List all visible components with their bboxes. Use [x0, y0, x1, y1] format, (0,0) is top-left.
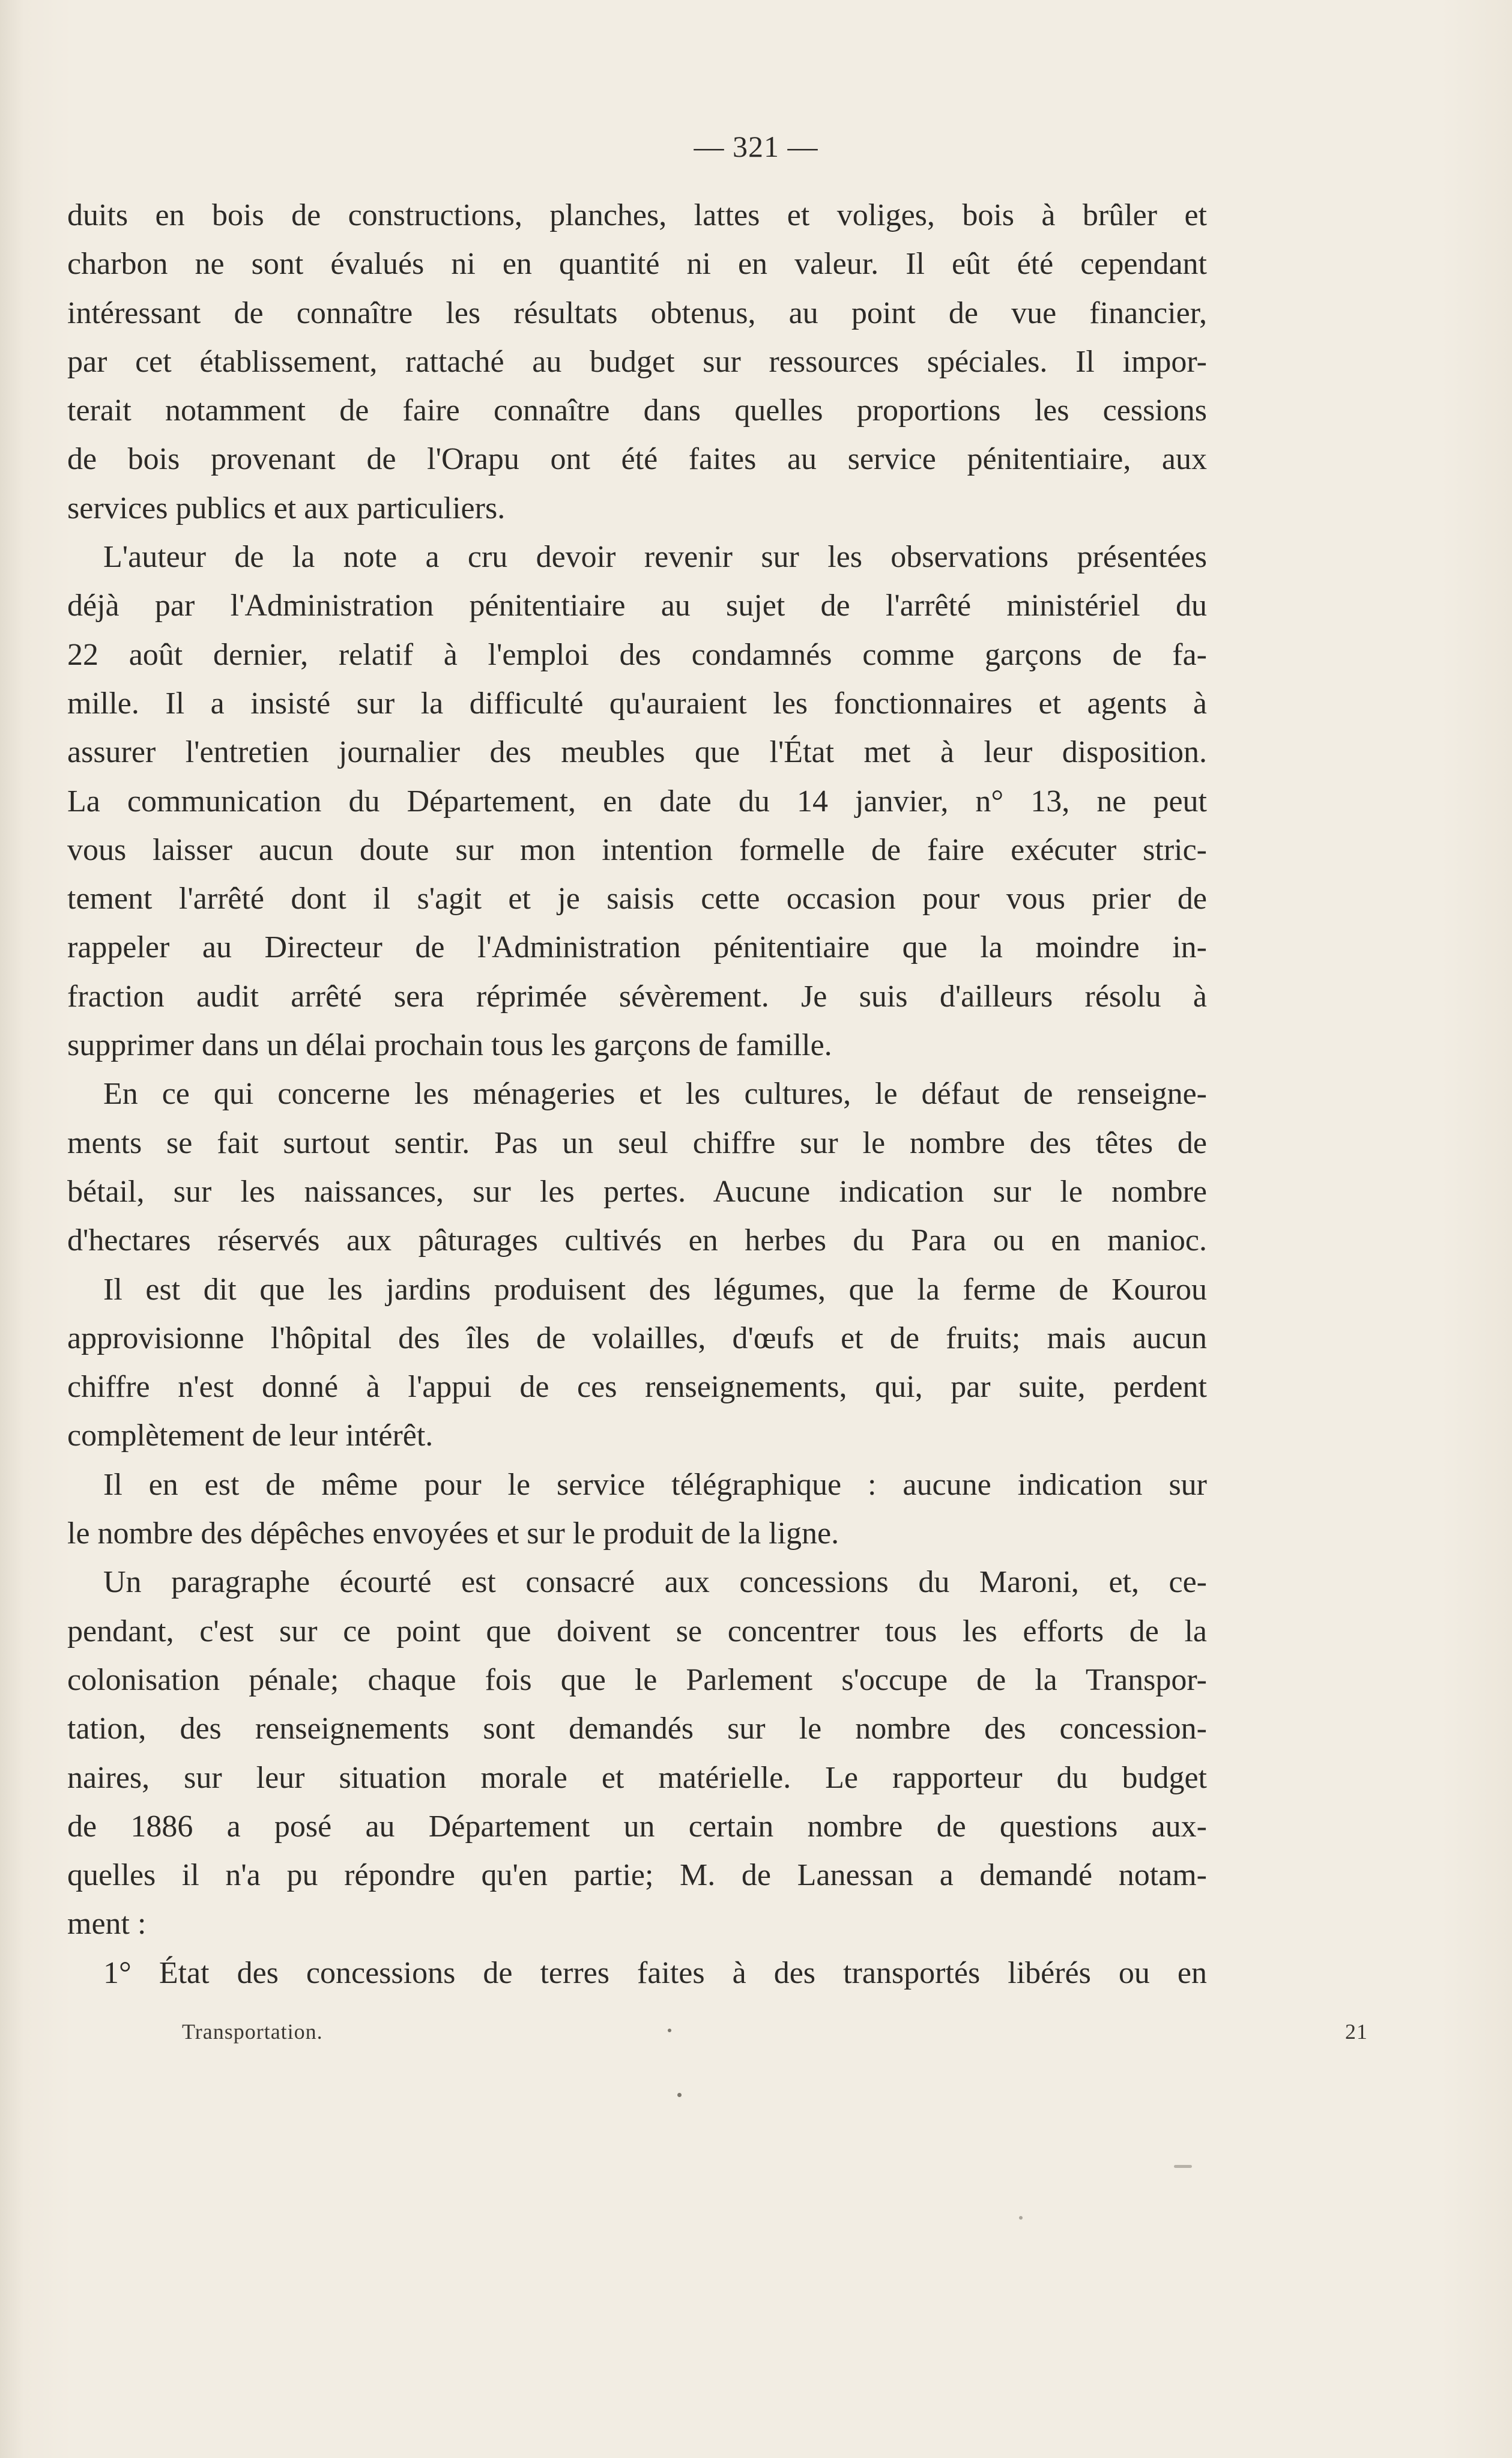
text-line: de bois provenant de l'Orapu ont été faites au service pénitentiaire, aux [67, 442, 1207, 477]
paper-speck [1174, 2165, 1192, 2168]
text-line: par cet établissement, rattaché au budget sur ressources spéciales. Il impor- [67, 344, 1207, 379]
text-line: Il en est de même pour le service télégraphique : aucune indication sur [103, 1467, 1207, 1502]
text-line: services publics et aux particuliers. [67, 491, 506, 525]
text-line: 1° État des concessions de terres faites à des transportés libérés ou en [103, 1955, 1207, 1990]
text-line: tation, des renseignements sont demandés sur le nombre des concession- [67, 1712, 1207, 1746]
text-line: bétail, sur les naissances, sur les pertes. Aucune indication sur le nombre [67, 1174, 1207, 1209]
text-line: duits en bois de constructions, planches, lattes et voliges, bois à brûler et [67, 198, 1207, 232]
page-footer [182, 2019, 1368, 2044]
text-line: 22 août dernier, relatif à l'emploi des condamnés comme garçons de fa- [67, 637, 1207, 672]
text-line: terait notamment de faire connaître dans quelles proportions les cessions [67, 393, 1207, 428]
text-line: vous laisser aucun doute sur mon intention formelle de faire exécuter stric- [67, 832, 1207, 867]
text-line: pendant, c'est sur ce point que doivent se concentrer tous les efforts de la [67, 1614, 1207, 1648]
text-line: d'hectares réservés aux pâturages cultivés en herbes du Para ou en manioc. [67, 1223, 1207, 1258]
text-line: fraction audit arrêté sera réprimée sévèrement. Je suis d'ailleurs résolu à [67, 979, 1207, 1014]
paper-speck [677, 2093, 682, 2097]
text-line: Il est dit que les jardins produisent des légumes, que la ferme de Kourou [103, 1272, 1207, 1307]
paper-speck [1019, 2216, 1023, 2220]
text-line: naires, sur leur situation morale et matérielle. Le rapporteur du budget [67, 1760, 1207, 1795]
paper-speck [668, 2029, 671, 2032]
footer-running-title: Transportation. [182, 2020, 323, 2044]
text-line: de 1886 a posé au Département un certain nombre de questions aux- [67, 1809, 1207, 1844]
text-line: chiffre n'est donné à l'appui de ces renseignements, qui, par suite, perdent [67, 1370, 1207, 1405]
paragraph-3 [67, 1070, 1207, 1265]
text-line: charbon ne sont évalués ni en quantité ni en valeur. Il eût été cependant [67, 247, 1207, 282]
text-line: La communication du Département, en date du 14 janvier, n° 13, ne peut [67, 784, 1207, 819]
text-line: assurer l'entretien journalier des meubles que l'État met à leur disposition. [67, 735, 1207, 770]
text-line: le nombre des dépêches envoyées et sur le produit de la ligne. [67, 1516, 839, 1551]
text-line: Un paragraphe écourté est consacré aux concessions du Maroni, et, ce- [103, 1565, 1207, 1600]
paragraph-4 [67, 1265, 1207, 1461]
text-line: déjà par l'Administration pénitentiaire au sujet de l'arrêté ministériel du [67, 589, 1207, 623]
paragraph-5 [67, 1461, 1207, 1558]
paragraph-2 [67, 533, 1207, 1070]
text-line: mille. Il a insisté sur la difficulté qu'auraient les fonctionnaires et agents à [67, 686, 1207, 721]
text-line: intéressant de connaître les résultats obtenus, au point de vue financier, [67, 295, 1207, 330]
footer-signature-mark: 21 [1345, 2020, 1368, 2044]
text-line: quelles il n'a pu répondre qu'en partie; M. de Lanessan a demandé notam- [67, 1858, 1207, 1893]
text-line: complètement de leur intérêt. [67, 1418, 434, 1453]
text-line: approvisionne l'hôpital des îles de volailles, d'œufs et de fruits; mais aucun [67, 1321, 1207, 1355]
text-line: L'auteur de la note a cru devoir revenir sur les observations présentées [103, 540, 1207, 575]
paragraph-7 [67, 1949, 1207, 1997]
text-line: rappeler au Directeur de l'Administration pénitentiaire que la moindre in- [67, 930, 1207, 965]
text-line: colonisation pénale; chaque fois que le Parlement s'occupe de la Transpor- [67, 1662, 1207, 1697]
paragraph-1 [67, 191, 1207, 533]
text-line: tement l'arrêté dont il s'agit et je saisis cette occasion pour vous prier de [67, 882, 1207, 916]
text-line: ments se fait surtout sentir. Pas un seul chiffre sur le nombre des têtes de [67, 1125, 1207, 1160]
page-number: — 321 — [694, 130, 818, 163]
text-line: ment : [67, 1907, 147, 1942]
text-line: En ce qui concerne les ménageries et les cultures, le défaut de renseigne- [103, 1077, 1207, 1112]
body-text [67, 191, 1207, 1997]
paragraph-6 [67, 1558, 1207, 1948]
text-line: supprimer dans un délai prochain tous les garçons de famille. [67, 1028, 832, 1063]
